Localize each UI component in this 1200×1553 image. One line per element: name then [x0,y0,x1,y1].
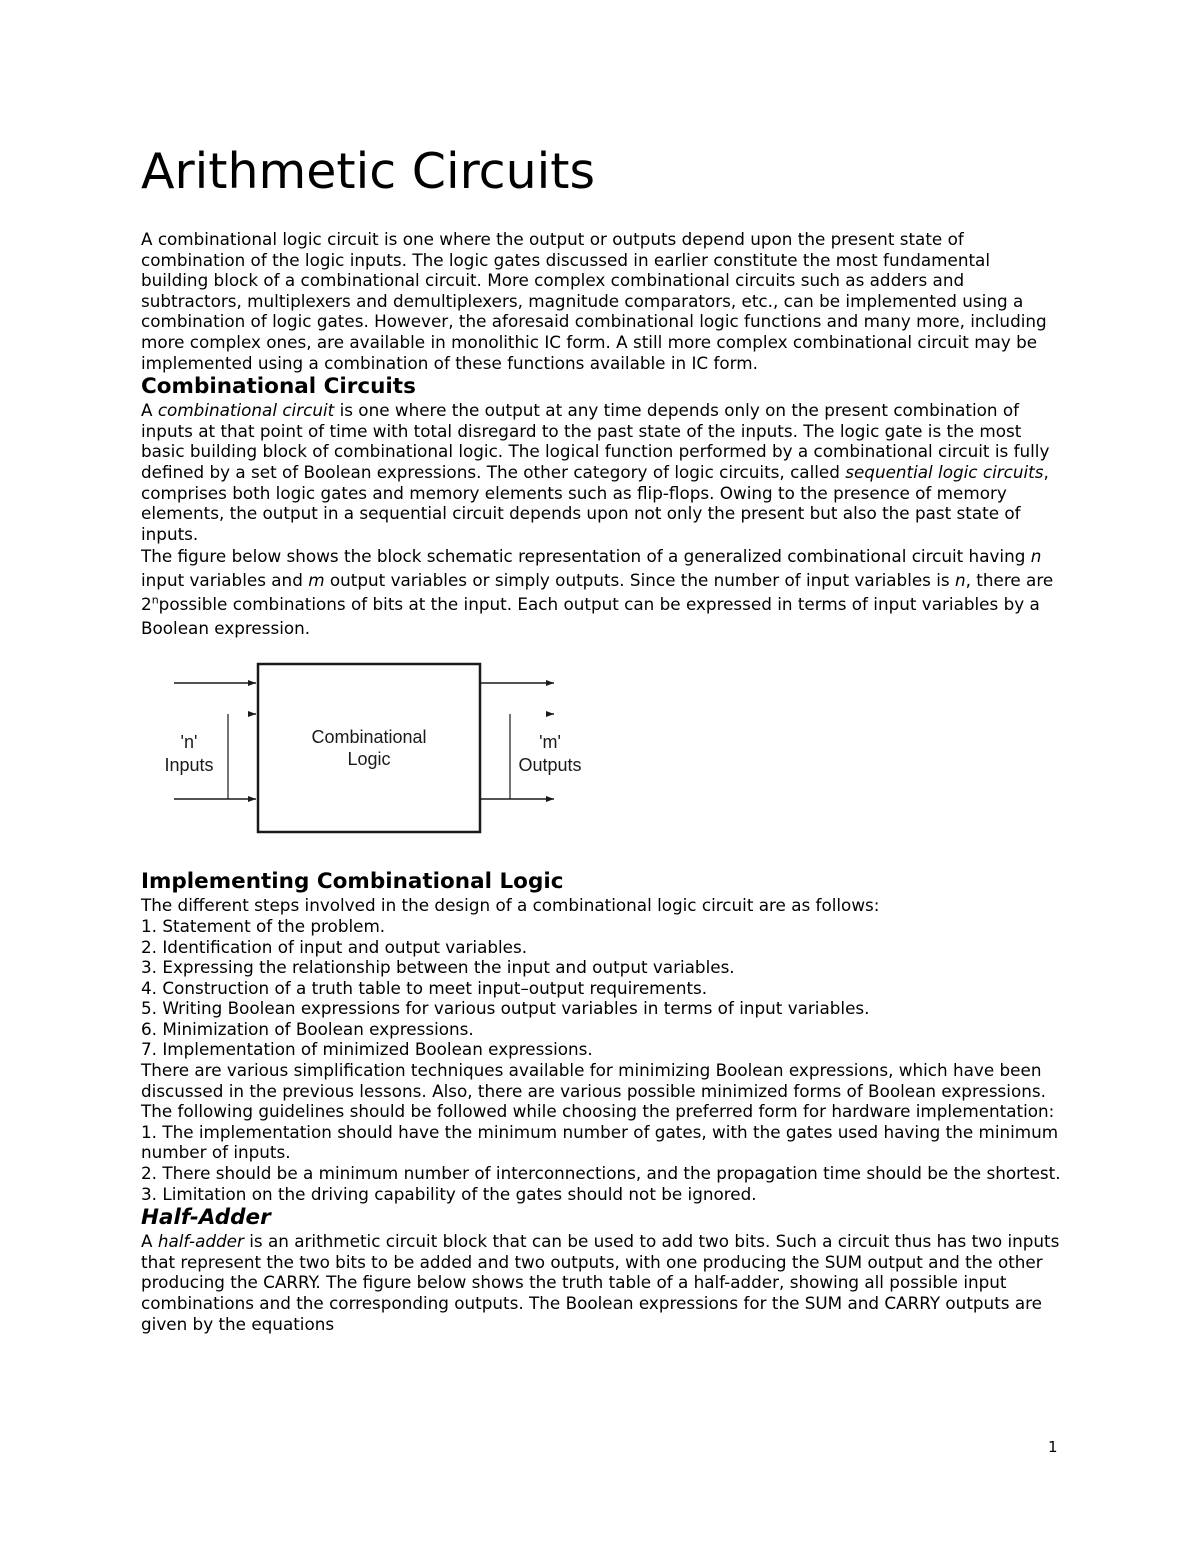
design-step: 7. Implementation of minimized Boolean expressions. [141,1039,593,1060]
outputs-label-line1: 'm' [539,732,561,753]
block-schematic-paragraph: The figure below shows the block schematic representation of a generalized combinational circuit having n input variables and m output variables or simply outputs. Since the number of input variables is n, there are 2$^n$possible combinations of bits at the input. Each output can be expressed in terms of input variables by a Boolean expression. [141,546,1054,639]
guideline-item: 1. The implementation should have the minimum number of gates, with the gates used having the minimum number of inputs. [141,1121,1059,1163]
intro-paragraph: A combinational logic circuit is one where the output or outputs depend upon the present state of combination of the logic inputs. The logic gates discussed in earlier constitute the most fundamental building block of a combinational circuit. More complex combinational circuits such as adders and subtractors, multiplexers and demultiplexers, magnitude comparators, etc., can be implemented using a combination of logic gates. However, the aforesaid combinational logic functions and many more, including more complex ones, are available in monolithic IC form. A still more complex combinational circuit may be implemented using a combination of these functions available in IC form. [141,229,1047,373]
term-half-adder: half-adder [157,1231,244,1252]
design-step: 1. Statement of the problem. [141,915,386,936]
inputs-label-line1: 'n' [180,732,198,753]
inputs-label-line2: Inputs [164,755,214,776]
term-combinational-circuit: combinational circuit [157,400,335,421]
simplification-paragraph: There are various simplification techniques available for minimizing Boolean expressions, which have been discussed in the previous lessons. Also, there are various possible minimized forms of Boolean expressions. The following guidelines should be followed while choosing the preferred form for hardware implementation: [141,1060,1055,1122]
design-step: 3. Expressing the relationship between the input and output variables. [141,957,735,978]
combinational-logic-block [258,664,480,832]
page-title: Arithmetic Circuits [141,143,596,200]
heading-combinational-circuits: Combinational Circuits [141,374,416,400]
term-sequential-logic-circuits: sequential logic circuits [845,461,1044,482]
guideline-item: 2. There should be a minimum number of interconnections, and the propagation time should be the shortest. [141,1163,1061,1184]
block-label-line2: Logic [347,749,391,770]
document-body [141,229,1061,1334]
combinational-definition-paragraph: A combinational circuit is one where the output at any time depends only on the present combination of inputs at that point of time with total disregard to the past state of the inputs. The logic gate is the most basic building block of combinational logic. The logical function performed by a combinational circuit is fully defined by a set of Boolean expressions. The other category of logic circuits, called sequential logic circuits, comprises both logic gates and memory elements such as flip-flops. Owing to the presence of memory elements, the output in a sequential circuit depends upon not only the present but also the past state of inputs. [141,400,1050,544]
design-step: 2. Identification of input and output variables. [141,936,528,957]
half-adder-paragraph: A half-adder is an arithmetic circuit block that can be used to add two bits. Such a circuit thus has two inputs that represent the two bits to be added and two outputs, with one producing the SUM output and the other producing the CARRY. The figure below shows the truth table of a half-adder, showing all possible input combinations and the corresponding outputs. The Boolean expressions for the SUM and CARRY outputs are given by the equations [141,1231,1060,1334]
design-step: 4. Construction of a truth table to meet input–output requirements. [141,977,708,998]
implementing-lead: The different steps involved in the design of a combinational logic circuit are as follows: [141,895,880,916]
guideline-item: 3. Limitation on the driving capability of the gates should not be ignored. [141,1183,757,1204]
page-number: 1 [1048,1438,1058,1456]
block-label-line1: Combinational [311,727,427,748]
block-diagram-svg [164,659,582,835]
heading-half-adder: Half-Adder [141,1205,271,1231]
combinational-block-diagram [141,640,1061,868]
design-step: 5. Writing Boolean expressions for various output variables in terms of input variables. [141,998,870,1019]
heading-implementing-combinational-logic: Implementing Combinational Logic [141,869,564,895]
outputs-label-line2: Outputs [518,755,582,776]
design-step: 6. Minimization of Boolean expressions. [141,1018,474,1039]
